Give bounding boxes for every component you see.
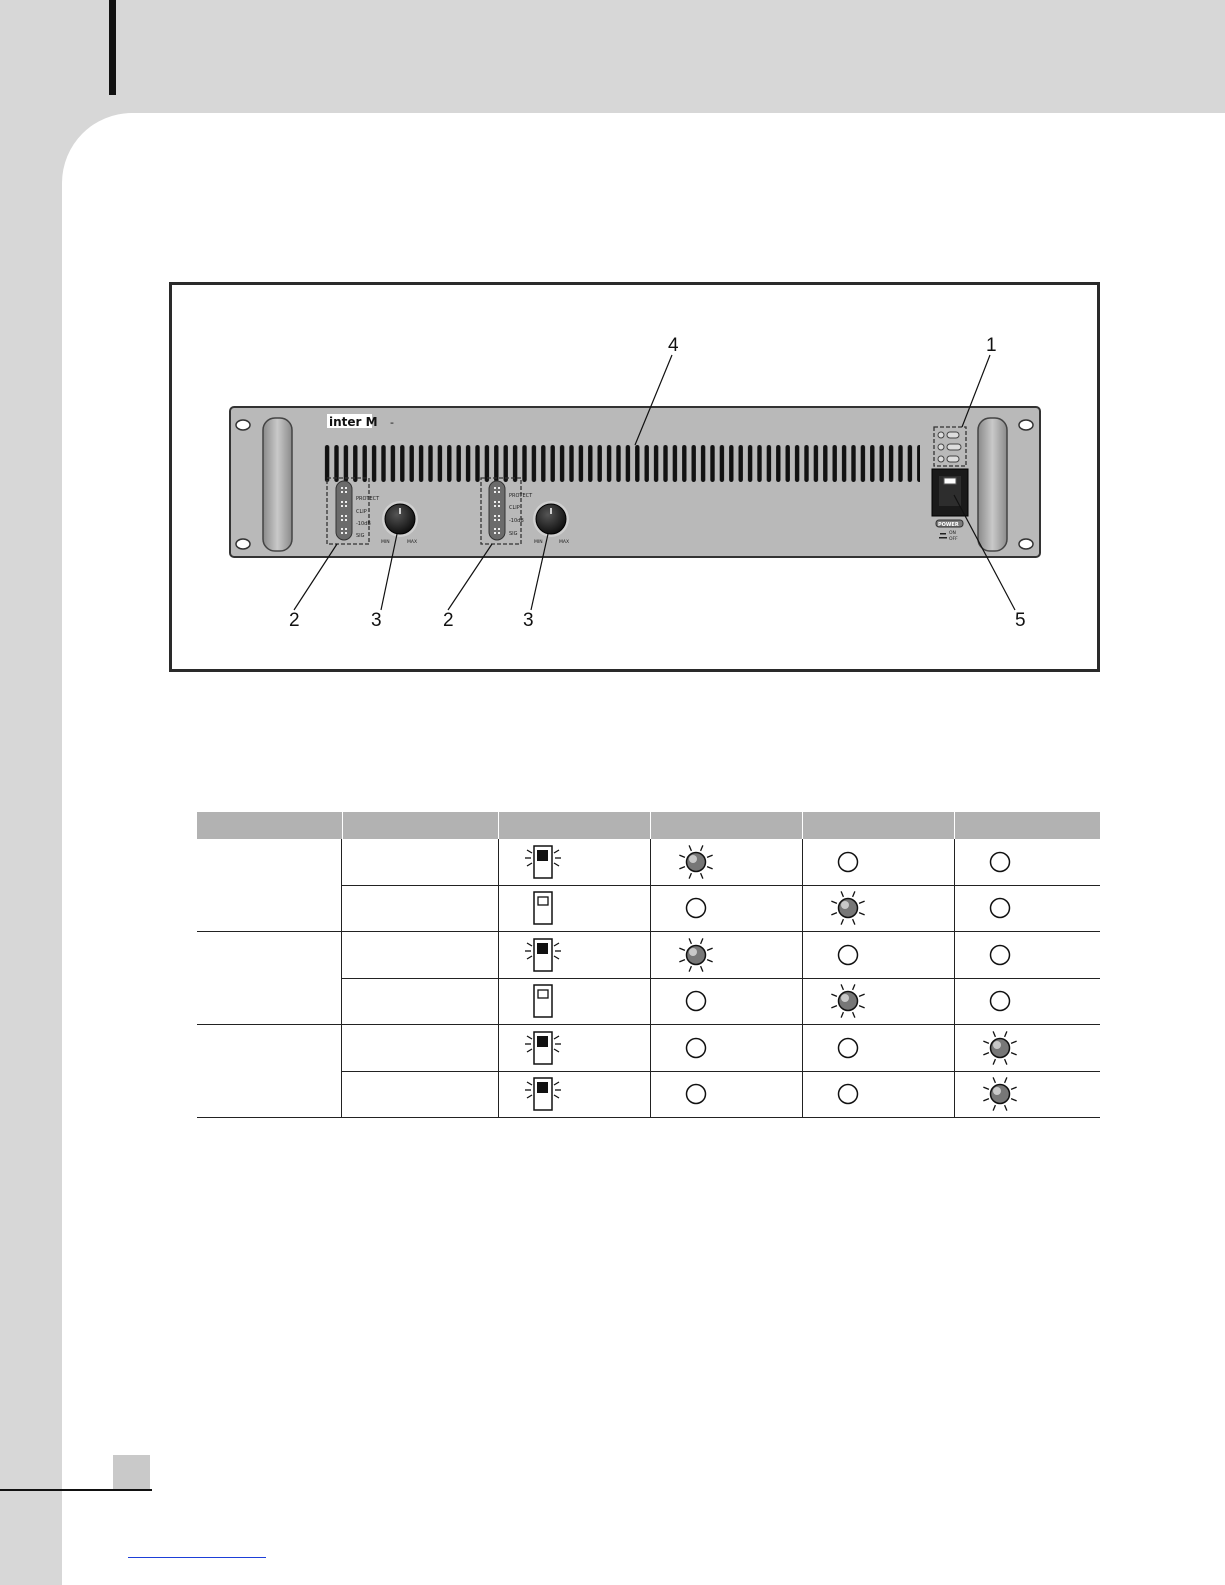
header-cell [342,812,498,839]
table-row [342,885,1100,932]
callout-1: 1 [986,335,997,356]
callout-5: 5 [1015,610,1026,631]
led-bar [336,481,352,540]
condition-cell [342,1025,498,1071]
group-label-cell [197,1025,342,1117]
header-cell [954,812,1100,839]
condition-cell [342,932,498,978]
led-cell [954,1072,1100,1118]
knob-max-label: MAX [559,540,570,545]
led-cell [802,932,954,978]
page-number-tab [113,1455,150,1489]
model-dash: - [390,416,394,429]
led-cell [954,1025,1100,1071]
led-off-icon [977,935,1023,975]
group-label-cell [197,932,342,1024]
led-label-10db: -10dB [356,521,371,527]
condition-cell [342,886,498,932]
header-marker-bar [109,0,116,95]
power-on-label: ON [949,531,956,536]
table-row-group [197,839,1100,932]
condition-cell [342,979,498,1025]
led-off-icon [977,888,1023,928]
footer-link[interactable] [128,1557,266,1558]
knob-min-label: MIN [381,540,390,545]
table-row [342,1071,1100,1118]
led-cell [650,1025,802,1071]
led-cell [954,839,1100,885]
led-off-icon [825,1028,871,1068]
group-label-cell [197,839,342,931]
front-panel-diagram [169,282,1100,672]
power-switch-off-icon [521,888,565,928]
rack-handle-left [263,418,292,551]
callout-3: 3 [371,610,382,631]
callout-2: 2 [443,610,454,631]
condition-cell [342,1072,498,1118]
led-lit-icon [977,1028,1023,1068]
led-cell [954,979,1100,1025]
led-label-protect: PROTECT [509,493,533,499]
callout-2: 2 [289,610,300,631]
led-off-icon [825,842,871,882]
switch-indicator [944,478,956,484]
led-off-icon [977,981,1023,1021]
led-off-icon [977,842,1023,882]
led-bar [489,481,505,540]
led-label-10db: -10dB [509,518,524,524]
led-cell [650,932,802,978]
led-lit-icon [825,888,871,928]
brand-logo-text: inter M [329,415,378,429]
led-label-clip: CLIP [356,509,367,515]
led-cell [650,979,802,1025]
power-switch-off-icon [521,981,565,1021]
switch-cell [498,1025,650,1071]
led-cell [954,932,1100,978]
table-row [342,978,1100,1025]
led-lit-icon [977,1074,1023,1114]
table-row [342,932,1100,978]
led-cell [650,886,802,932]
power-label: POWER [938,522,959,528]
switch-cell [498,932,650,978]
power-switch-on-icon [521,842,565,882]
led-lit-icon [673,935,719,975]
footer-rule [0,1489,152,1491]
knob-min-label: MIN [534,540,543,545]
table-body [197,839,1100,1118]
table-row-group [197,932,1100,1025]
led-off-icon [673,1074,719,1114]
rack-hole [1019,539,1033,549]
led-label-sig: SIG [356,533,365,539]
header-cell [498,812,650,839]
table-row-group [197,1025,1100,1118]
led-lit-icon [825,981,871,1021]
power-off-label: OFF [949,537,958,542]
led-cell [802,1072,954,1118]
table-header-row [197,812,1100,839]
led-cell [650,839,802,885]
callout-3: 3 [523,610,534,631]
ventilation-grille [322,445,920,482]
status-table [197,812,1100,1118]
callout-4: 4 [668,335,679,356]
power-switch-on-icon [521,1028,565,1068]
led-cell [650,1072,802,1118]
power-switch-on-icon [521,1074,565,1114]
switch-cell [498,886,650,932]
led-cell [802,839,954,885]
header-cell [802,812,954,839]
led-cell [802,886,954,932]
rack-hole [236,539,250,549]
switch-cell [498,979,650,1025]
led-label-clip: CLIP [509,505,520,511]
rack-hole [236,420,250,430]
table-row [342,1025,1100,1071]
brand-logo [327,414,378,429]
table-row [342,839,1100,885]
knob-max-label: MAX [407,540,418,545]
switch-cell [498,839,650,885]
led-cell [954,886,1100,932]
condition-cell [342,839,498,885]
led-off-icon [673,981,719,1021]
led-off-icon [825,1074,871,1114]
header-cell [650,812,802,839]
led-cell [802,1025,954,1071]
led-label-sig: SIG [509,531,518,537]
header-cell [197,812,342,839]
power-switch-on-icon [521,935,565,975]
amplifier-front-panel [172,285,1097,669]
rack-handle-right [978,418,1007,551]
led-off-icon [673,1028,719,1068]
led-label-protect: PROTECT [356,496,380,502]
led-lit-icon [673,842,719,882]
led-off-icon [825,935,871,975]
led-off-icon [673,888,719,928]
rack-hole [1019,420,1033,430]
led-cell [802,979,954,1025]
switch-cell [498,1072,650,1118]
